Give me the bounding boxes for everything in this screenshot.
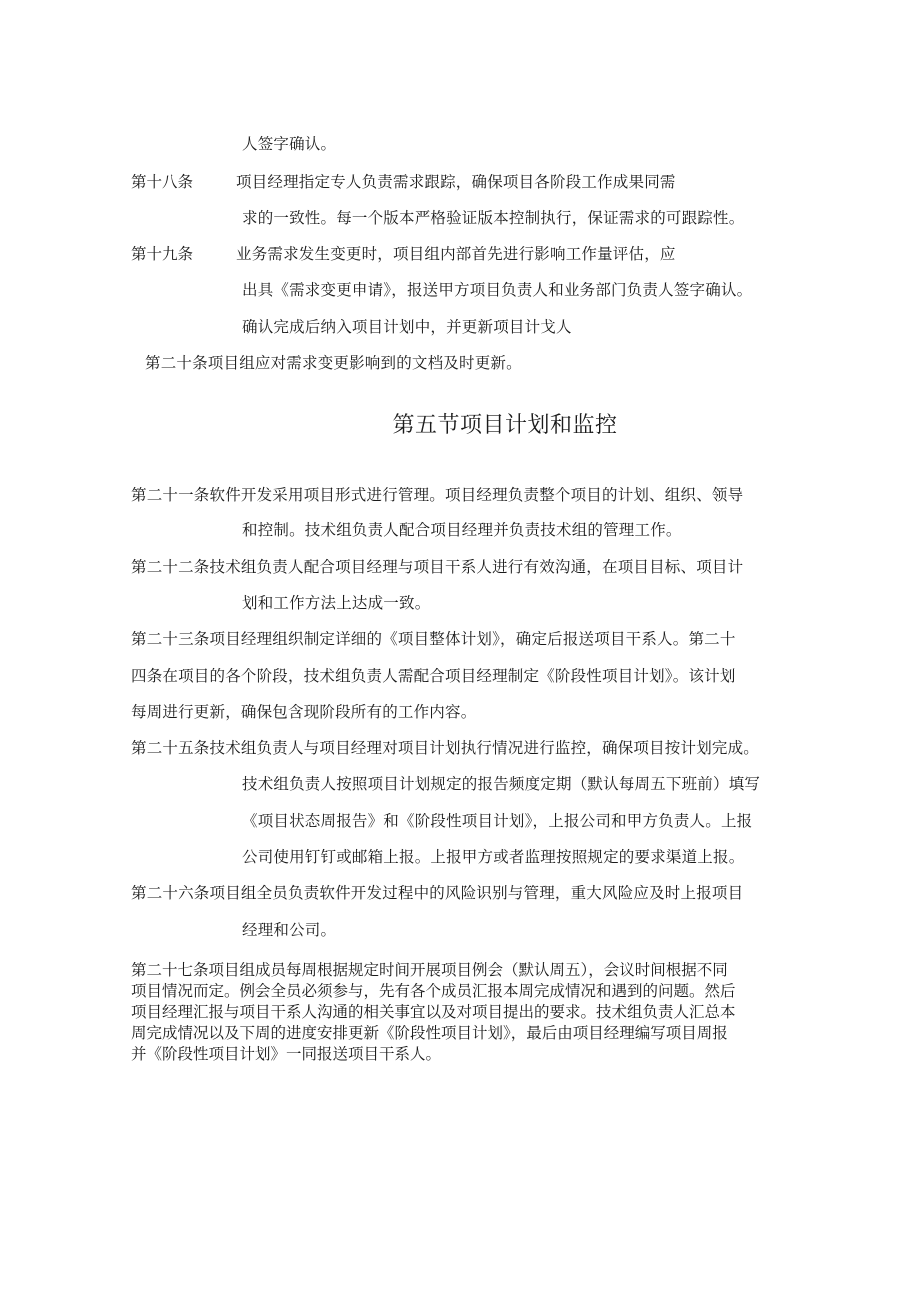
article-18-line-1: 项目经理指定专人负责需求跟踪，确保项目各阶段工作成果同需 bbox=[236, 173, 676, 191]
article-25-line-1: 第二十五条技术组负责人与项目经理对项目计划执行情况进行监控，确保项目按计划完成。 bbox=[131, 739, 760, 757]
section-title: 第五节项目计划和监控 bbox=[392, 413, 618, 438]
article-18-label: 第十八条 bbox=[131, 173, 194, 191]
text-line-sign-confirm: 人签字确认。 bbox=[242, 135, 337, 153]
article-21-line-1: 第二十一条软件开发采用项目形式进行管理。项目经理负责整个项目的计划、组织、领导 bbox=[131, 486, 744, 504]
article-22-line-2: 划和工作方法上达成一致。 bbox=[242, 594, 431, 612]
article-23-line-1: 第二十三条项目经理组织制定详细的《项目整体计划》，确定后报送项目干系人。第二十 bbox=[131, 630, 736, 648]
article-19-line-1: 业务需求发生变更时，项目组内部首先进行影响工作量评估，应 bbox=[236, 245, 676, 263]
article-27-line-2: 项目情况而定。例会全员必须参与，先有各个成员汇报本周完成情况和遇到的问题。然后 bbox=[131, 982, 736, 1000]
article-27-line-3: 项目经理汇报与项目干系人沟通的相关事宜以及对项目提出的要求。技术组负责人汇总本 bbox=[131, 1003, 736, 1021]
article-26-line-2: 经理和公司。 bbox=[242, 921, 337, 939]
article-23-line-2: 四条在项目的各个阶段，技术组负责人需配合项目经理制定《阶段性项目计划》。该计划 bbox=[131, 667, 736, 685]
article-18-line-2: 求的一致性。每一个版本严格验证版本控制执行，保证需求的可跟踪性。 bbox=[242, 209, 745, 227]
article-19-line-3: 确认完成后纳入项目计划中，并更新项目计戈人 bbox=[242, 318, 572, 336]
article-27-line-4: 周完成情况以及下周的进度安排更新《阶段性项目计划》，最后由项目经理编写项目周报 bbox=[131, 1024, 728, 1042]
article-23-line-3: 每周进行更新，确保包含现阶段所有的工作内容。 bbox=[131, 703, 477, 721]
article-25-line-4: 公司使用钉钉或邮箱上报。上报甲方或者监理按照规定的要求渠道上报。 bbox=[242, 848, 745, 866]
article-21-line-2: 和控制。技术组负责人配合项目经理并负责技术组的管理工作。 bbox=[242, 521, 682, 539]
article-22-line-1: 第二十二条技术组负责人配合项目经理与项目干系人进行有效沟通，在项目目标、项目计 bbox=[131, 558, 744, 576]
article-19-label: 第十九条 bbox=[131, 245, 194, 263]
article-19-line-2: 出具《需求变更申请》，报送甲方项目负责人和业务部门负责人签字确认。 bbox=[242, 281, 753, 299]
article-25-line-3: 《项目状态周报告》和《阶段性项目计划》，上报公司和甲方负责人。上报 bbox=[242, 812, 753, 830]
article-27-line-1: 第二十七条项目组成员每周根据规定时间开展项目例会（默认周五），会议时间根据不同 bbox=[131, 961, 728, 979]
article-20: 第二十条项目组应对需求变更影响到的文档及时更新。 bbox=[145, 354, 522, 372]
article-26-line-1: 第二十六条项目组全员负责软件开发过程中的风险识别与管理，重大风险应及时上报项目 bbox=[131, 884, 744, 902]
article-27-paragraph bbox=[131, 960, 799, 1065]
article-27-line-5: 并《阶段性项目计划》一同报送项目干系人。 bbox=[131, 1045, 442, 1063]
article-25-line-2: 技术组负责人按照项目计划规定的报告频度定期（默认每周五下班前）填写 bbox=[242, 775, 761, 793]
